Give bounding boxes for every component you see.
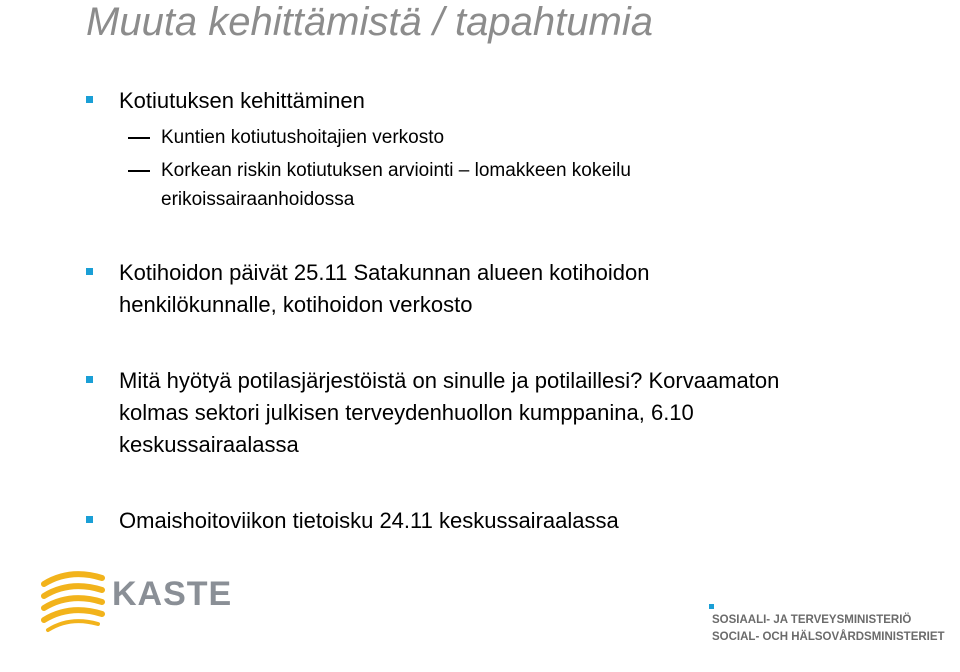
ministry-line-sv: SOCIAL- OCH HÄLSOVÅRDSMINISTERIET bbox=[712, 631, 945, 643]
bullet-text: Mitä hyötyä potilasjärjestöistä on sinulle ja potilaillesi? Korvaamaton kolmas sektori julkisen terveydenhuollon kumppanina, 6.10 keskussairaalassa bbox=[119, 368, 780, 457]
sub-bullet-text: Kuntien kotiutushoitajien verkosto bbox=[161, 127, 445, 148]
bullet-level1 bbox=[86, 505, 946, 537]
bullet-text: Omaishoitoviikon tietoisku 24.11 keskussairaalassa bbox=[119, 508, 619, 533]
square-bullet-icon bbox=[86, 96, 93, 103]
ministry-dot-icon bbox=[709, 604, 714, 609]
dash-bullet-icon bbox=[128, 137, 150, 139]
square-bullet-icon bbox=[86, 376, 93, 383]
bullet-text: Kotihoidon päivät 25.11 Satakunnan alueen kotihoidon henkilökunnalle, kotihoidon verkosto bbox=[119, 260, 650, 317]
sub-item-2 bbox=[86, 156, 826, 214]
square-bullet-icon bbox=[86, 268, 93, 275]
sub-item-1 bbox=[86, 123, 946, 152]
sub-bullet-text: Korkean riskin kotiutuksen arviointi – lomakkeen kokeilu erikoissairaanhoidossa bbox=[161, 160, 631, 210]
bullet-level1 bbox=[86, 85, 946, 117]
bullet-item-1 bbox=[86, 85, 946, 117]
square-bullet-icon bbox=[86, 516, 93, 523]
ministry-name bbox=[712, 612, 945, 646]
bullet-level2 bbox=[86, 123, 946, 152]
slide-title: Muuta kehittämistä / tapahtumia bbox=[86, 0, 653, 44]
dash-bullet-icon bbox=[128, 170, 150, 172]
ministry-line-fi: SOSIAALI- JA TERVEYSMINISTERIÖ bbox=[712, 614, 912, 626]
bullet-item-3 bbox=[86, 365, 806, 461]
kaste-logo-icon bbox=[40, 570, 110, 634]
bullet-level1 bbox=[86, 257, 786, 321]
bullet-level1 bbox=[86, 365, 806, 461]
bullet-item-4 bbox=[86, 505, 946, 537]
bullet-item-2 bbox=[86, 257, 786, 321]
bullet-level2 bbox=[86, 156, 826, 214]
kaste-logo-text: KASTE bbox=[112, 575, 233, 613]
bullet-text: Kotiutuksen kehittäminen bbox=[119, 88, 365, 113]
